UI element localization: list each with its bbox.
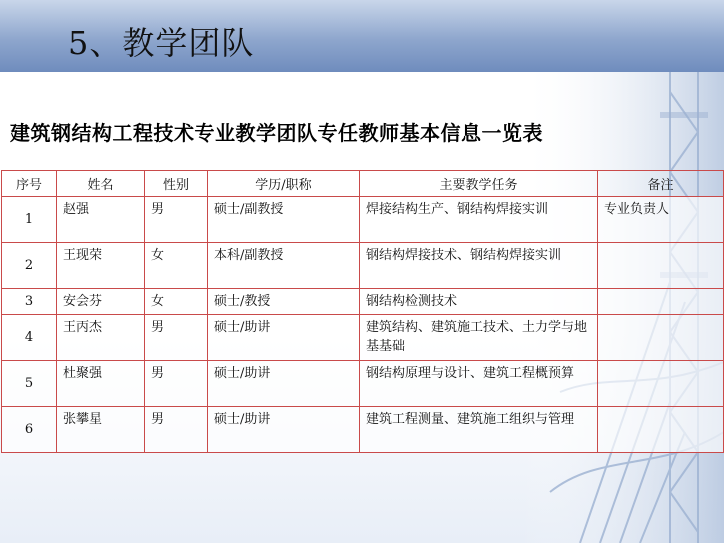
cell-name: 赵强 [57, 197, 145, 243]
cell-degree: 硕士/助讲 [208, 407, 360, 453]
cell-no: 6 [2, 407, 57, 453]
cell-no: 4 [2, 315, 57, 361]
cell-gender: 女 [145, 243, 208, 289]
cell-no: 1 [2, 197, 57, 243]
cell-no: 5 [2, 361, 57, 407]
table-row [2, 289, 724, 315]
cell-no: 2 [2, 243, 57, 289]
cell-note [598, 289, 724, 315]
cell-gender: 女 [145, 289, 208, 315]
cell-gender: 男 [145, 407, 208, 453]
table-row [2, 361, 724, 407]
cell-task: 建筑工程测量、建筑施工组织与管理 [360, 407, 598, 453]
cell-degree: 硕士/副教授 [208, 197, 360, 243]
slide-header [0, 0, 724, 72]
header-gender: 性别 [145, 171, 208, 197]
cell-task: 焊接结构生产、钢结构焊接实训 [360, 197, 598, 243]
table-title: 建筑钢结构工程技术专业教学团队专任教师基本信息一览表 [10, 121, 543, 145]
slide-title: 5、教学团队 [68, 24, 255, 62]
cell-task: 钢结构焊接技术、钢结构焊接实训 [360, 243, 598, 289]
cell-gender: 男 [145, 361, 208, 407]
cell-name: 安会芬 [57, 289, 145, 315]
cell-note: 专业负责人 [598, 197, 724, 243]
cell-note [598, 361, 724, 407]
teacher-info-table [1, 170, 724, 453]
cell-note [598, 315, 724, 361]
table-row [2, 315, 724, 361]
header-note: 备注 [598, 171, 724, 197]
header-degree: 学历/职称 [208, 171, 360, 197]
table-header-row [2, 171, 724, 197]
header-no: 序号 [2, 171, 57, 197]
table-row [2, 197, 724, 243]
cell-task: 钢结构原理与设计、建筑工程概预算 [360, 361, 598, 407]
cell-name: 杜聚强 [57, 361, 145, 407]
cell-no: 3 [2, 289, 57, 315]
cell-note [598, 243, 724, 289]
table-row [2, 243, 724, 289]
cell-gender: 男 [145, 315, 208, 361]
cell-degree: 硕士/助讲 [208, 361, 360, 407]
cell-degree: 硕士/助讲 [208, 315, 360, 361]
cell-degree: 硕士/教授 [208, 289, 360, 315]
table-row [2, 407, 724, 453]
cell-task: 钢结构检测技术 [360, 289, 598, 315]
cell-degree: 本科/副教授 [208, 243, 360, 289]
cell-name: 王现荣 [57, 243, 145, 289]
cell-name: 王丙杰 [57, 315, 145, 361]
cell-note [598, 407, 724, 453]
header-name: 姓名 [57, 171, 145, 197]
cell-task: 建筑结构、建筑施工技术、土力学与地基基础 [360, 315, 598, 361]
header-task: 主要教学任务 [360, 171, 598, 197]
cell-name: 张攀星 [57, 407, 145, 453]
cell-gender: 男 [145, 197, 208, 243]
